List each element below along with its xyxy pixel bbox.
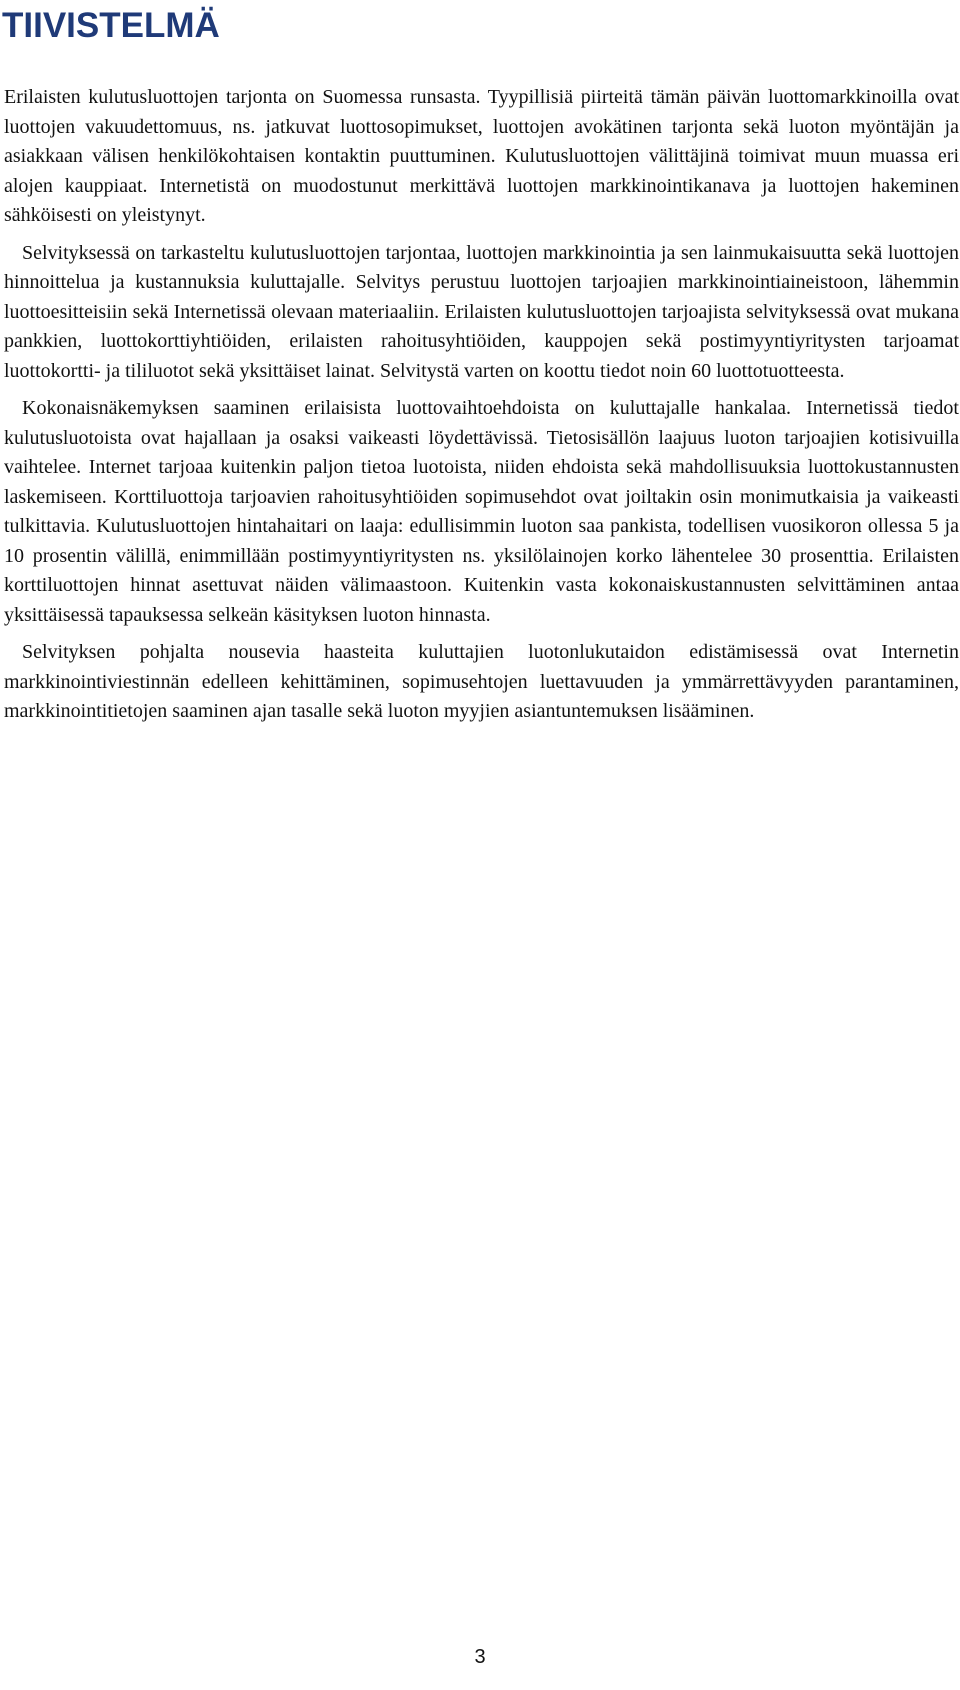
paragraph-3: Kokonaisnäkemyksen saaminen erilaisista luottovaihtoehdoista on kuluttajalle hankalaa. Internetissä tiedot kulutusluotoista ovat hajallaan ja osaksi vaikeasti löydettävissä. Tietosisällön laajuus luoton tarjoajien kotisivuilla vaihtelee. Internet tarjoaa kuitenkin paljon tietoa luotoista, niiden ehdoista sekä mahdollisuuksia luottokustannusten laskemiseen. Korttiluottoja tarjoavien rahoitusyhtiöiden sopimusehdot ovat joiltakin osin monimutkaisia ja vaikeasti tulkittavia. Kulutusluottojen hintahaitari on laaja: edullisimmin luoton saa pankista, todellisen vuosikoron ollessa 5 ja 10 prosentin välillä, enimmillään postimyyntiyritysten ns. yksilölainojen korko lähentelee 30 prosenttia. Erilaisten korttiluottojen hinnat asettuvat näiden välimaastoon. Kuitenkin vasta kokonaiskustannusten selvittäminen antaa yksittäisessä tapauksessa selkeän käsityksen luoton hinnasta. [4,397,959,626]
page-title: TIIVISTELMÄ [2,6,220,45]
summary-body [4,83,959,735]
page-number: 3 [474,1646,486,1668]
paragraph-1: Erilaisten kulutusluottojen tarjonta on Suomessa runsasta. Tyypillisiä piirteitä tämän päivän luottomarkkinoilla ovat luottojen vakuudettomuus, ns. jatkuvat luottosopimukset, luottojen avokätinen tarjonta sekä luoton myöntäjän ja asiakkaan välisen henkilökohtaisen kontaktin puuttuminen. Kulutusluottojen välittäjinä toimivat muun muassa eri alojen kauppiaat. Internetistä on muodostunut merkittävä luottojen markkinointikanava ja luottojen hakeminen sähköisesti on yleistynyt. [4,86,959,226]
paragraph-2: Selvityksessä on tarkasteltu kulutusluottojen tarjontaa, luottojen markkinointia ja sen lainmukaisuutta sekä luottojen hinnoittelua ja kustannuksia kuluttajalle. Selvitys perustuu luottojen tarjoajien markkinointiaineistoon, lähemmin luottoesitteisiin sekä Internetissä olevaan materiaaliin. Erilaisten kulutusluottojen tarjoajista selvityksessä ovat mukana pankkien, luottokorttiyhtiöiden, erilaisten rahoitusyhtiöiden, kauppojen sekä postimyyntiyritysten tarjoamat luottokortti- ja tililuotot sekä yksittäiset lainat. Selvitystä varten on koottu tiedot noin 60 luottotuotteesta. [4,241,959,382]
paragraph-4: Selvityksen pohjalta nousevia haasteita kuluttajien luotonlukutaidon edistämisessä ovat Internetin markkinointiviestinnän edelleen kehittäminen, sopimusehtojen luettavuuden ja ymmärrettävyyden parantaminen, markkinointitietojen saaminen ajan tasalle sekä luoton myyjien asiantuntemuksen lisääminen. [4,641,959,722]
